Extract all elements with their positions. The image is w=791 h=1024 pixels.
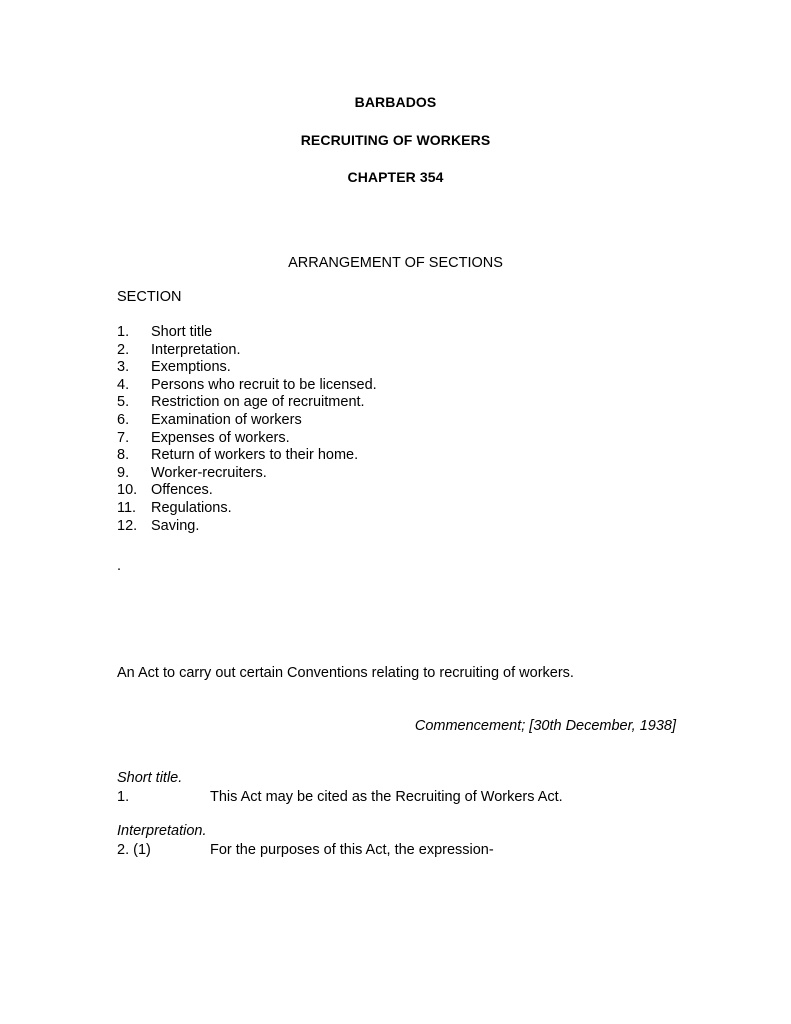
margin-note-interpretation: Interpretation. (117, 823, 207, 839)
item-number: 12. (117, 517, 138, 534)
chapter-heading: CHAPTER 354 (347, 169, 444, 185)
item-label: Worker-recruiters. (151, 464, 267, 481)
list-item (117, 394, 377, 412)
country-heading: BARBADOS (354, 94, 437, 110)
item-label: Interpretation. (151, 341, 241, 358)
list-item (117, 447, 377, 465)
item-number: 4. (117, 376, 130, 393)
item-number: 2. (117, 341, 130, 358)
act-preamble: An Act to carry out certain Conventions relating to recruiting of workers. (117, 665, 574, 681)
list-item (117, 359, 377, 377)
section-number: 2. (1) (117, 842, 151, 858)
item-number: 10. (117, 482, 138, 499)
list-item (117, 324, 377, 342)
item-number: 3. (117, 359, 130, 376)
list-item (117, 465, 377, 483)
item-number: 6. (117, 411, 130, 428)
item-label: Short title (151, 324, 213, 340)
section-text: This Act may be cited as the Recruiting of Workers Act. (210, 789, 563, 805)
trailing-dot: . (117, 558, 122, 574)
list-item (117, 412, 377, 430)
list-item (117, 500, 377, 518)
section-column-label: SECTION (117, 289, 182, 305)
act-title: RECRUITING OF WORKERS (300, 132, 491, 148)
item-label: Regulations. (151, 499, 232, 516)
item-number: 1. (117, 324, 130, 340)
list-item (117, 518, 377, 536)
item-label: Examination of workers (151, 411, 302, 428)
item-number: 8. (117, 447, 130, 464)
list-item (117, 430, 377, 448)
item-label: Return of workers to their home. (151, 447, 359, 464)
section-text: For the purposes of this Act, the expression- (210, 842, 494, 858)
sections-list (117, 324, 377, 535)
list-item (117, 342, 377, 360)
list-item (117, 482, 377, 500)
item-label: Expenses of workers. (151, 429, 290, 446)
item-number: 5. (117, 394, 130, 411)
item-number: 9. (117, 464, 130, 481)
item-number: 7. (117, 429, 130, 446)
item-label: Saving. (151, 517, 200, 534)
commencement-note: Commencement; [30th December, 1938] (414, 718, 676, 734)
section-number: 1. (117, 789, 130, 805)
list-item (117, 377, 377, 395)
item-number: 11. (117, 499, 137, 516)
item-label: Offences. (151, 482, 213, 499)
margin-note-short-title: Short title. (117, 770, 183, 786)
arrangement-heading: ARRANGEMENT OF SECTIONS (288, 255, 503, 271)
item-label: Exemptions. (151, 359, 231, 376)
item-label: Persons who recruit to be licensed. (151, 376, 377, 393)
item-label: Restriction on age of recruitment. (151, 394, 365, 411)
